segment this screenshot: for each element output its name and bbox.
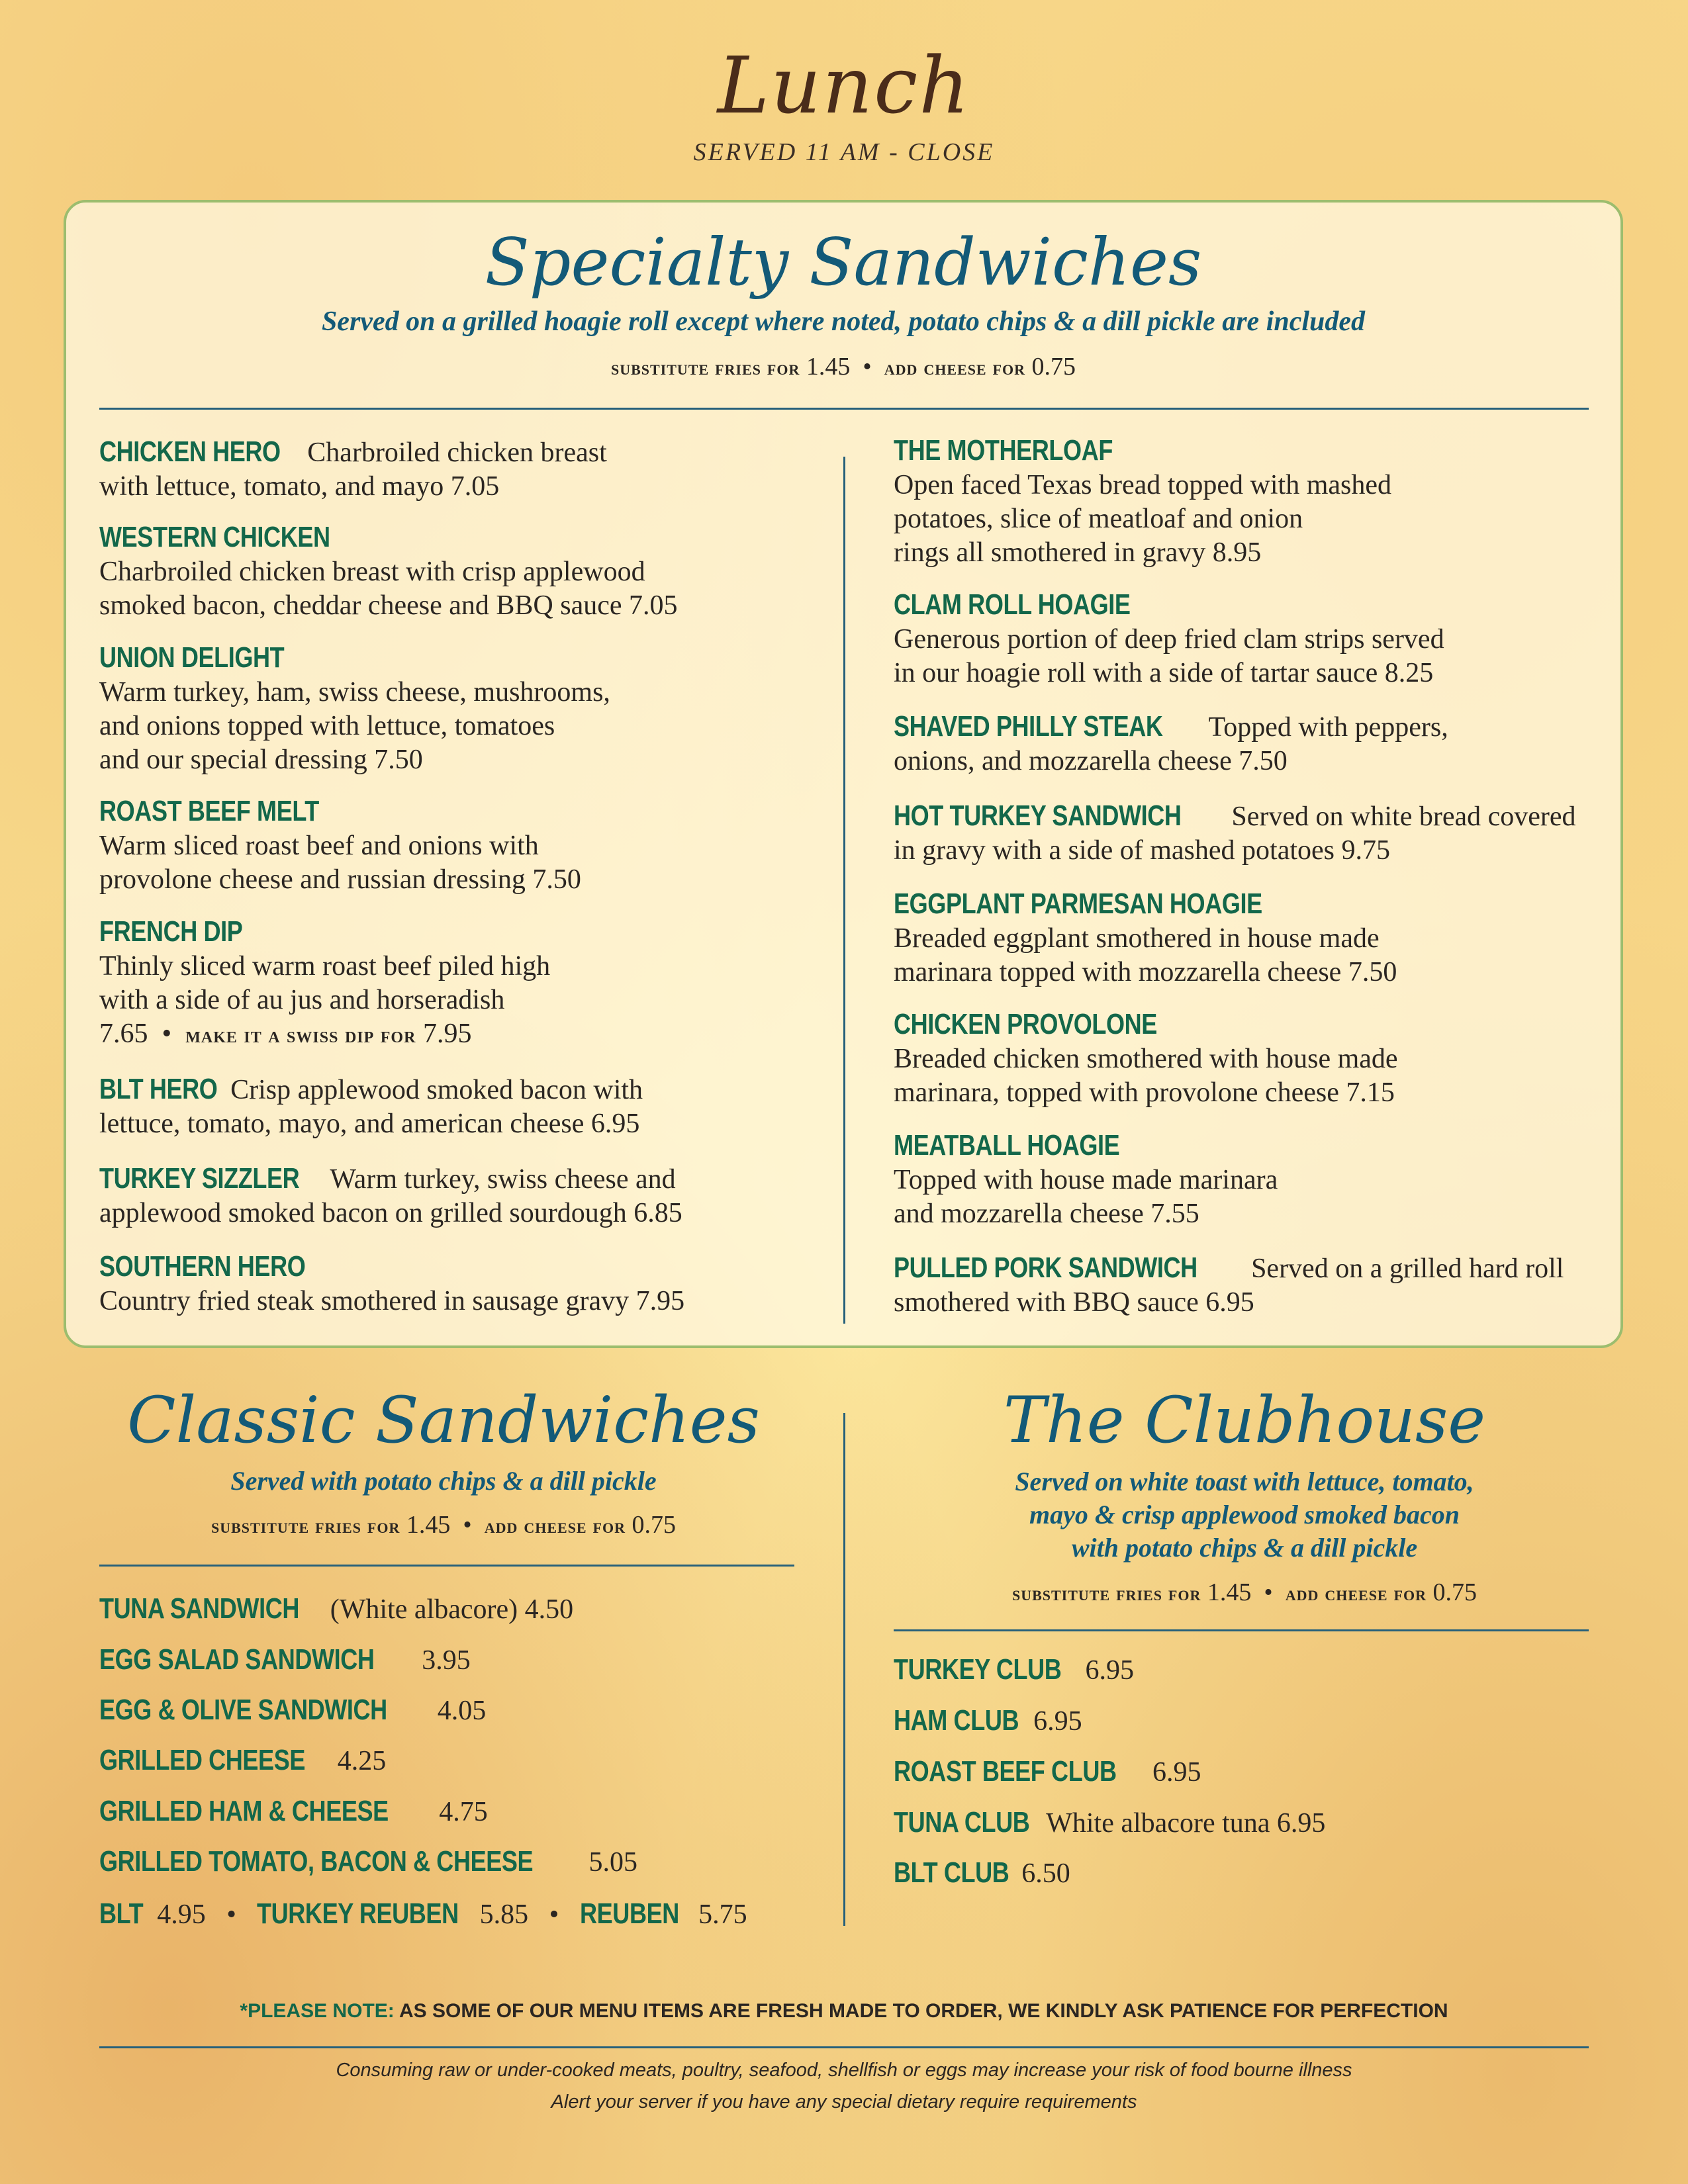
- menu-item: [99, 641, 827, 777]
- item-name: MEATBALL HOAGIE: [894, 1129, 1120, 1161]
- item-name: BLT HERO: [99, 1073, 218, 1105]
- item-name: TURKEY SIZZLER: [99, 1162, 300, 1195]
- item-desc: 6.95: [1085, 1655, 1135, 1686]
- item-desc: (White albacore) 4.50: [330, 1594, 574, 1625]
- item-desc: 6.95: [1152, 1757, 1201, 1788]
- item-name: REUBEN: [579, 1897, 679, 1930]
- item-desc: with lettuce, tomato, and mayo 7.05: [99, 471, 500, 502]
- item-desc: Topped with peppers,: [1208, 712, 1448, 743]
- cheese-price: 0.75: [1432, 1578, 1477, 1606]
- subst-price: 1.45: [806, 353, 851, 381]
- menu-item: [99, 1250, 827, 1318]
- lower-column-divider: [843, 1413, 845, 1926]
- clubhouse-subtitle-line: mayo & crisp applewood smoked bacon: [1029, 1500, 1460, 1529]
- menu-item: [894, 1805, 1609, 1841]
- item-desc: Warm turkey, ham, swiss cheese, mushrooms, and onions topped with lettuce, tomatoes and our special dressing 7.50: [99, 677, 610, 775]
- classic-title: Classic Sandwiches: [127, 1383, 760, 1457]
- item-desc: Warm turkey, swiss cheese and: [330, 1164, 676, 1195]
- menu-item: [894, 1856, 1609, 1891]
- item-desc: Served on a grilled hard roll: [1251, 1253, 1564, 1284]
- menu-item: [99, 1592, 827, 1627]
- specialty-title: Specialty Sandwiches: [485, 225, 1202, 300]
- bullet: •: [226, 1899, 236, 1930]
- item-desc: Warm sliced roast beef and onions with provolone cheese and russian dressing 7.50: [99, 831, 581, 895]
- note-lead: *PLEASE NOTE:: [240, 2000, 395, 2022]
- item-name: BLT: [99, 1897, 144, 1930]
- menu-item: [894, 433, 1609, 570]
- item-desc: White albacore tuna 6.95: [1046, 1808, 1326, 1839]
- clubhouse-title: The Clubhouse: [1003, 1383, 1486, 1457]
- item-name: TUNA SANDWICH: [99, 1592, 299, 1625]
- item-name: GRILLED CHEESE: [99, 1744, 306, 1776]
- clubhouse-divider: [894, 1629, 1589, 1631]
- item-desc: onions, and mozzarella cheese 7.50: [894, 746, 1288, 776]
- menu-item: [894, 1653, 1609, 1688]
- item-desc: Generous portion of deep fried clam strips served in our hoagie roll with a side of tartar sauce 8.25: [894, 624, 1444, 688]
- page-title: Lunch: [717, 40, 971, 131]
- menu-item: [99, 1794, 827, 1829]
- menu-item: [99, 915, 827, 1052]
- clubhouse-substitutions: [867, 1578, 1622, 1607]
- item-name: UNION DELIGHT: [99, 641, 285, 674]
- bullet: •: [463, 1511, 472, 1539]
- item-name: HAM CLUB: [894, 1704, 1019, 1737]
- bullet: •: [549, 1899, 559, 1930]
- cheese-price: 0.75: [632, 1511, 677, 1539]
- item-desc: smothered with BBQ sauce 6.95: [894, 1287, 1254, 1318]
- clubhouse-subtitle-line: with potato chips & a dill pickle: [1071, 1533, 1418, 1563]
- note-text: AS SOME OF OUR MENU ITEMS ARE FRESH MADE TO ORDER, WE KINDLY ASK PATIENCE FOR PERFECTION: [399, 2000, 1448, 2022]
- item-desc: 4.75: [439, 1797, 488, 1827]
- footer-divider: [99, 2046, 1589, 2048]
- classic-divider: [99, 1565, 794, 1567]
- menu-item: [99, 1693, 827, 1728]
- item-desc: Breaded eggplant smothered in house made marinara topped with mozzarella cheese 7.50: [894, 923, 1397, 987]
- item-name: GRILLED TOMATO, BACON & CHEESE: [99, 1845, 534, 1878]
- menu-item: [894, 1007, 1609, 1110]
- item-name: ROAST BEEF MELT: [99, 795, 319, 827]
- clubhouse-subtitle-line: Served on white toast with lettuce, tomato,: [1015, 1467, 1474, 1496]
- subst-label: substitute fries for: [211, 1514, 400, 1537]
- item-desc: 6.95: [1033, 1706, 1082, 1737]
- item-name: GRILLED HAM & CHEESE: [99, 1795, 389, 1827]
- item-extra-label: make it a swiss dip for: [185, 1023, 416, 1048]
- classic-subtitle: Served with potato chips & a dill pickle: [230, 1466, 657, 1496]
- specialty-column-divider: [843, 457, 845, 1324]
- item-name: BLT CLUB: [894, 1856, 1009, 1889]
- clubhouse-subtitle: [867, 1465, 1622, 1565]
- item-desc: 4.25: [337, 1746, 387, 1776]
- item-desc: Breaded chicken smothered with house made marinara, topped with provolone cheese 7.15: [894, 1044, 1398, 1108]
- item-name: EGG & OLIVE SANDWICH: [99, 1694, 387, 1726]
- item-price: 5.85: [479, 1899, 529, 1930]
- menu-item-row: [99, 1897, 827, 1932]
- item-name: WESTERN CHICKEN: [99, 521, 330, 553]
- item-desc: 3.95: [422, 1645, 471, 1676]
- cheese-label: add cheese for: [484, 1514, 626, 1537]
- item-desc: 6.50: [1021, 1858, 1070, 1889]
- specialty-substitutions: [64, 352, 1623, 381]
- menu-item: [99, 1743, 827, 1778]
- item-desc: Thinly sliced warm roast beef piled high with a side of au jus and horseradish: [99, 951, 551, 1015]
- bullet: •: [162, 1019, 172, 1049]
- menu-item: [99, 1643, 827, 1678]
- food-safety-disclaimer: Consuming raw or under-cooked meats, poultry, seafood, shellfish or eggs may increase your risk of food bourne illness: [336, 2060, 1352, 2081]
- item-desc: Charbroiled chicken breast: [307, 437, 607, 468]
- item-name: CHICKEN HERO: [99, 435, 281, 468]
- item-name: SHAVED PHILLY STEAK: [894, 710, 1163, 743]
- subst-label: substitute fries for: [610, 355, 800, 379]
- menu-item: [99, 520, 827, 623]
- item-name: FRENCH DIP: [99, 915, 243, 948]
- item-price: 7.65: [99, 1019, 148, 1049]
- dietary-disclaimer: Alert your server if you have any special dietary require requirements: [551, 2091, 1137, 2113]
- classic-substitutions: [66, 1510, 821, 1539]
- menu-item: [894, 588, 1609, 690]
- item-name: ROAST BEEF CLUB: [894, 1755, 1117, 1788]
- menu-item: [894, 1251, 1622, 1320]
- subst-price: 1.45: [1207, 1578, 1252, 1606]
- item-desc: 4.05: [437, 1696, 487, 1726]
- item-name: HOT TURKEY SANDWICH: [894, 799, 1182, 832]
- menu-item: [894, 887, 1609, 989]
- patience-note: [0, 2000, 1688, 2023]
- item-name: EGGPLANT PARMESAN HOAGIE: [894, 887, 1262, 920]
- cheese-label: add cheese for: [1285, 1581, 1427, 1605]
- item-name: SOUTHERN HERO: [99, 1250, 306, 1283]
- bullet: •: [863, 353, 872, 381]
- item-desc: in gravy with a side of mashed potatoes 9.75: [894, 835, 1391, 866]
- item-name: TUNA CLUB: [894, 1806, 1030, 1839]
- item-desc: applewood smoked bacon on grilled sourdough 6.85: [99, 1198, 682, 1228]
- menu-item: [894, 1128, 1609, 1231]
- item-desc: Served on white bread covered: [1231, 801, 1576, 832]
- menu-item: [99, 1072, 827, 1141]
- menu-item: [894, 799, 1622, 868]
- item-desc: Crisp applewood smoked bacon with: [230, 1075, 643, 1105]
- subst-price: 1.45: [406, 1511, 451, 1539]
- item-name: THE MOTHERLOAF: [894, 434, 1113, 467]
- served-hours: SERVED 11 AM - CLOSE: [693, 138, 995, 166]
- menu-item: [99, 794, 827, 897]
- item-name: CHICKEN PROVOLONE: [894, 1008, 1157, 1040]
- item-extra-price: 7.95: [422, 1019, 472, 1049]
- menu-item: [894, 1754, 1609, 1790]
- bullet: •: [1264, 1578, 1273, 1606]
- item-name: PULLED PORK SANDWICH: [894, 1251, 1197, 1284]
- item-name: TURKEY CLUB: [894, 1653, 1062, 1686]
- item-name: TURKEY REUBEN: [257, 1897, 459, 1930]
- menu-item: [894, 709, 1609, 778]
- item-name: CLAM ROLL HOAGIE: [894, 588, 1131, 621]
- specialty-subtitle: Served on a grilled hoagie roll except where noted, potato chips & a dill pickle are included: [321, 306, 1366, 337]
- menu-item: [99, 435, 827, 504]
- menu-item: [99, 1844, 827, 1880]
- item-price: 5.75: [698, 1899, 747, 1930]
- menu-item: [894, 1704, 1609, 1739]
- item-desc: lettuce, tomato, mayo, and american cheese 6.95: [99, 1109, 640, 1139]
- item-name: EGG SALAD SANDWICH: [99, 1643, 375, 1676]
- item-desc: Topped with house made marinara and mozzarella cheese 7.55: [894, 1165, 1278, 1229]
- item-price: 4.95: [157, 1899, 206, 1930]
- cheese-label: add cheese for: [884, 355, 1026, 379]
- item-desc: Open faced Texas bread topped with mashed potatoes, slice of meatloaf and onion rings all smothered in gravy 8.95: [894, 470, 1392, 568]
- cheese-price: 0.75: [1031, 353, 1076, 381]
- subst-label: substitute fries for: [1011, 1581, 1201, 1605]
- item-desc: Country fried steak smothered in sausage gravy 7.95: [99, 1286, 685, 1316]
- specialty-divider: [99, 408, 1589, 410]
- item-desc: 5.05: [588, 1847, 638, 1878]
- item-desc: Charbroiled chicken breast with crisp applewood smoked bacon, cheddar cheese and BBQ sauce 7.05: [99, 557, 678, 621]
- menu-item: [99, 1161, 827, 1230]
